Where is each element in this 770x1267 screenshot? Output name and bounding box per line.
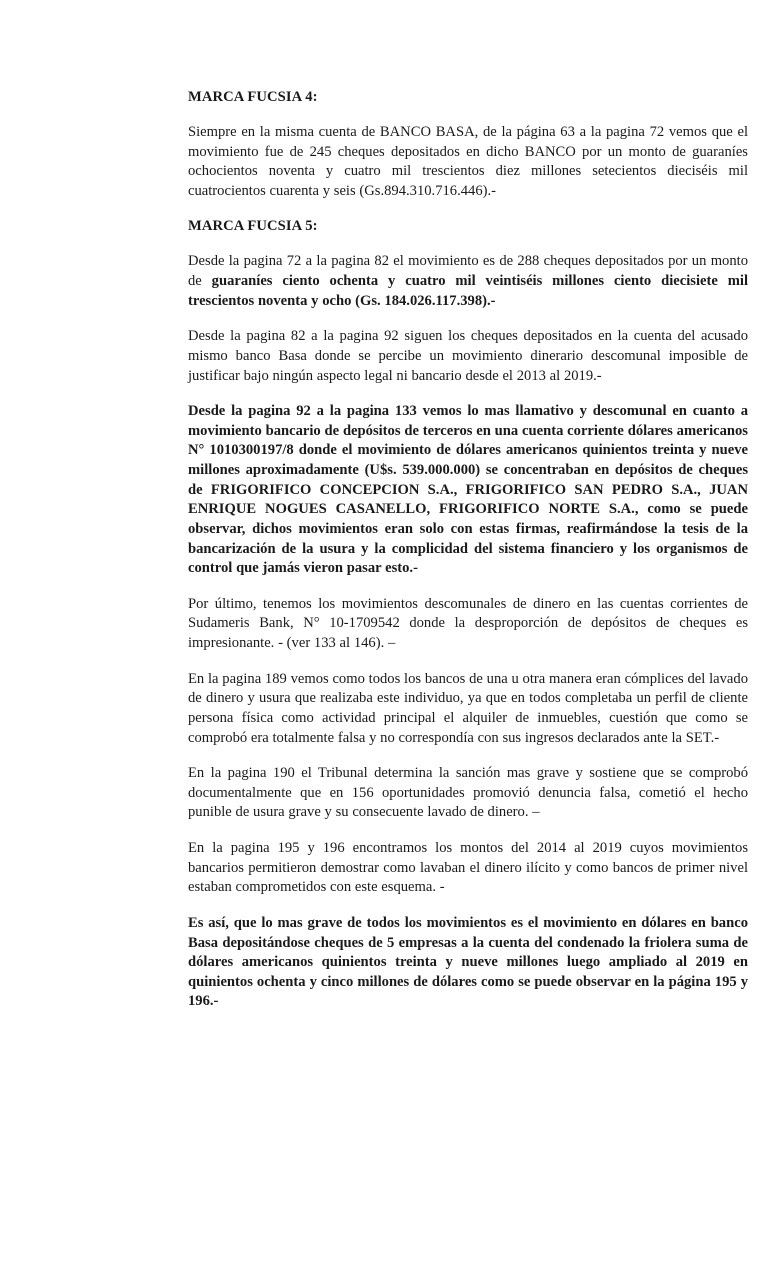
- paragraph-pagina-82-92: Desde la pagina 82 a la pagina 92 siguen los cheques depositados en la cuenta del acusado mismo banco Basa donde se percibe un movimiento dinerario descomunal imposible de justificar bajo ningún aspecto legal ni bancario desde el 2013 al 2019.-: [188, 328, 748, 384]
- heading-marca-fucsia-4: MARCA FUCSIA 4:: [188, 89, 318, 105]
- paragraph-pagina-195-196: En la pagina 195 y 196 encontramos los montos del 2014 al 2019 cuyos movimientos bancarios permitieron demostrar como lavaban el dinero ilícito y como bancos de primer nivel estaban comprometidos con este esquema. -: [188, 840, 748, 896]
- paragraph-marca-4-body: Siempre en la misma cuenta de BANCO BASA, de la página 63 a la pagina 72 vemos que el movimiento fue de 245 cheques depositados en dicho BANCO por un monto de guaraníes ochocientos noventa y cuatro mil trescientos diez millones setecientos dieciséis mil cuatrocientos cuarenta y seis (Gs.894.310.716.446).-: [188, 123, 748, 199]
- paragraph-marca-5-lead: Desde la pagina 72 a la pagina 82 el movimiento es de 288 cheques depositados por un monto de: [188, 253, 748, 290]
- document-body: [188, 88, 748, 1012]
- paragraph-marca-5-amount: guaraníes ciento ochenta y cuatro mil veintiséis millones ciento diecisiete mil trescientos noventa y ocho (Gs. 184.026.117.398).-: [188, 273, 748, 309]
- paragraph-pagina-190: En la pagina 190 el Tribunal determina la sanción mas grave y sostiene que se comprobó documentalmente que en 156 oportunidades promovió denuncia falsa, cometió el hecho punible de usura grave y su consecuente lavado de dinero. –: [188, 765, 748, 821]
- paragraph-marca-5-body: [188, 252, 748, 311]
- paragraph-pagina-189: En la pagina 189 vemos como todos los bancos de una u otra manera eran cómplices del lavado de dinero y usura que realizaba este individuo, ya que en todos completaba un perfil de cliente persona física como actividad principal el alquiler de inmuebles, cuestión que como se comprobó era totalmente falsa y no correspondía con sus ingresos declarados ante la SET.-: [188, 670, 748, 746]
- paragraph-sudameris-bank: Por último, tenemos los movimientos descomunales de dinero en las cuentas corrientes de Sudameris Bank, N° 10-1709542 donde la desproporción de depósitos de cheques es impresionante. - (ver 133 al 146). –: [188, 595, 748, 652]
- paragraph-pagina-92-133: Desde la pagina 92 a la pagina 133 vemos lo mas llamativo y descomunal en cuanto a movimiento bancario de depósitos de terceros en una cuenta corriente dólares americanos N° 1010300197/8 donde el movimiento de dólares americanos quinientos treinta y nueve millones aproximadamente (U$s. 539.000.000) se concentraban en depósitos de cheques de FRIGORIFICO CONCEPCION S.A., FRIGORIFICO SAN PEDRO S.A., JUAN ENRIQUE NOGUES CASANELLO, FRIGORIFICO NORTE S.A., como se puede observar, dichos movimientos eran solo con estas firmas, reafirmándose la tesis de la bancarización de la usura y la complicidad del sistema financiero y los organismos de control que jamás vieron pasar esto.-: [188, 403, 748, 577]
- paragraph-conclusion: Es así, que lo mas grave de todos los movimientos es el movimiento en dólares en banco Basa depositándose cheques de 5 empresas a la cuenta del condenado la friolera suma de dólares americanos quinientos treinta y nueve millones luego ampliado al 2019 en quinientos ochenta y cinco millones de dólares como se puede observar en la página 195 y 196.-: [188, 914, 748, 1010]
- heading-marca-fucsia-5: MARCA FUCSIA 5:: [188, 218, 318, 235]
